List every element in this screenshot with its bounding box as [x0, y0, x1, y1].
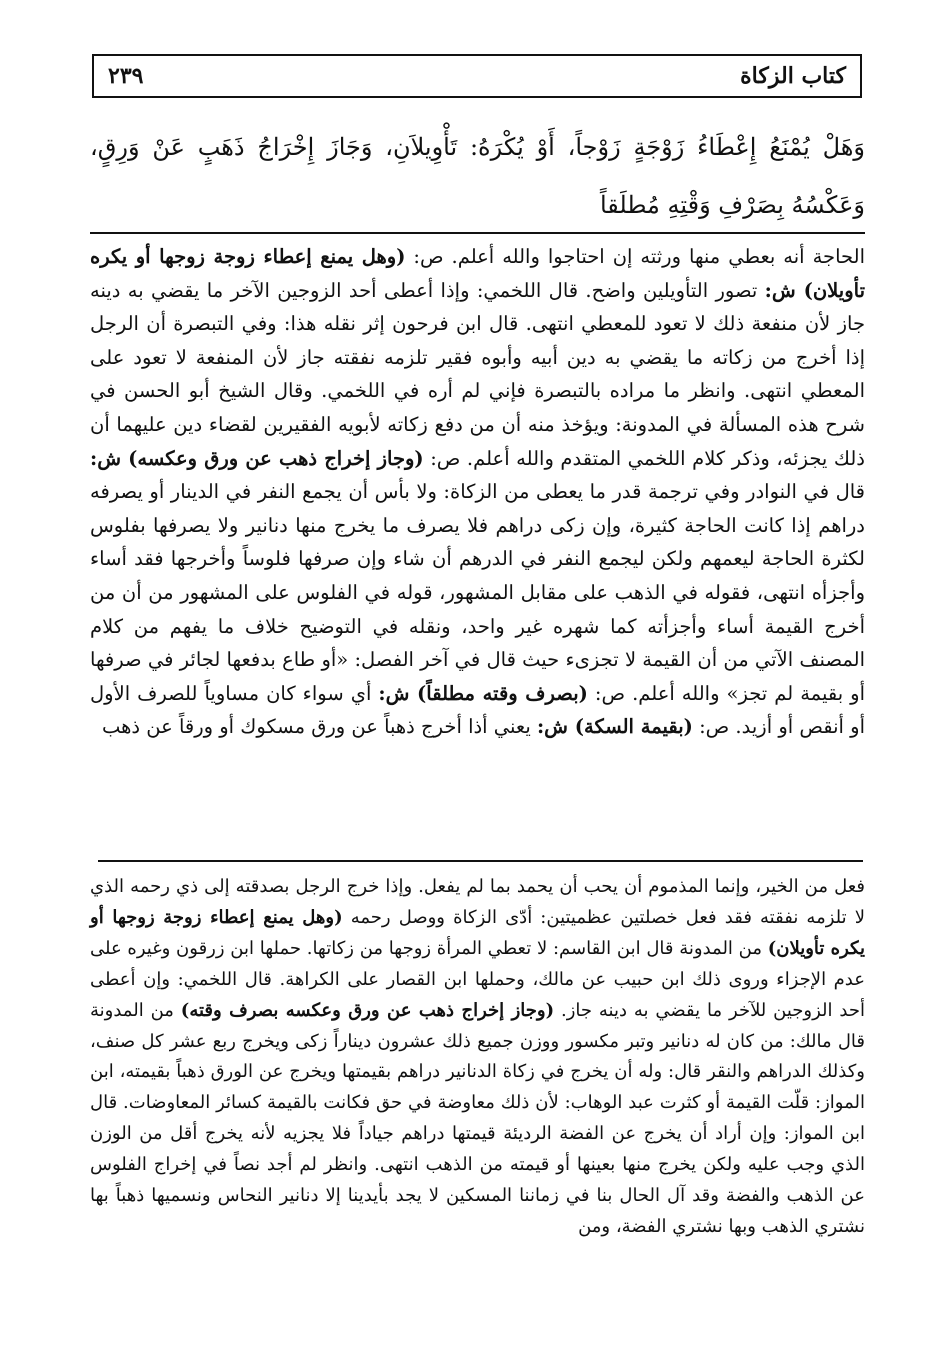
footnote — [90, 872, 865, 1243]
commentary-text: تصور التأويلين واضح. قال اللخمي: وإذا أعطى أحد الزوجين الآخر ما يقضي به دينه جاز لأن منفعة ذلك لا تعود للمعطي انتهى. قال ابن فرحون إثر نقله هذا: وفي التبصرة أن الرجل إذا أخرج من زكاته ما يقضي به دين أبيه وأبوه فقير تلزمه نفقته جاز لأن المنفعة لا تعود على المعطي انتهى. وانظر ما مراده بالتبصرة فإني لم أره في اللخمي. وقال الشيخ أبو الحسن في شرح هذه المسألة في المدونة: ويؤخذ منه أن من دفع زكاته لأبويه الفقيرين لقضاء دين عليهما أن ذلك يجزئه، وذكر كلام اللخمي المتقدم والله أعلم. ص: — [90, 278, 865, 470]
main-text-verse: وَهَلْ يُمْنَعُ إِعْطَاءُ زَوْجَةٍ زَوْجاً، أَوْ يُكْرَهُ: تَأْوِيلاَنِ، وَجَازَ إِخْرَاجُ ذَهَبٍ عَنْ وَرِقٍ، وَعَكْسُهُ بِصَرْفِ وَقْتِهِ مُطلَقاً — [90, 133, 865, 219]
chapter-title: كتاب الزكاة — [740, 63, 846, 89]
main-text — [90, 118, 865, 234]
commentary-text: يعني أذا أخرج ذهباً عن ورق مسكوك أو ورقاً عن ذهب — [101, 715, 537, 739]
page-header — [92, 54, 862, 98]
top-divider — [90, 232, 865, 234]
footnote-text: من المدونة قال ابن القاسم: لا تعطي المرأة زوجها من زكاتها. حملها ابن زرقون وغيره على عدم الإجزاء وروى ذلك ابن حبيب عن مالك، وحملها ابن القصار على الكراهة. قال اللخمي: وإن أعطى أحد الزوجين للآخر ما يقضي به دينه جاز. — [90, 937, 865, 1021]
commentary-quote: (وجاز إخراج ذهب عن ورق وعكسه) ش: — [90, 446, 424, 470]
footnote-text: فعل من الخير، وإنما المذموم أن يحب أن يحمد بما لم يفعل. وإذا خرج الرجل بصدقته إلى ذي رحمه الذي لا تلزمه نفقته فقد فعل خصلتين عظميتين: أدّى الزكاة ووصل رحمه — [90, 876, 865, 928]
commentary-text: الحاجة أنه بعطي منها ورثته إن احتاجوا والله أعلم. ص: — [405, 245, 865, 268]
footnote-quote: (وهل يمنع إعطاء زوجة زوجها أو يكره تأويلان) — [90, 906, 865, 959]
footnote-text: من المدونة قال مالك: من كان له دنانير وتبر مكسور ووزن جميع ذلك عشرون ديناراً زكى ويخرج ربع عشر كل صنف، وكذلك الدراهم والنقر قال: وله أن يخرج في زكاة الدنانير دراهم بقيمتها ويخرج عن الورق ذهباً بقيمته، ابن المواز: قلّت القيمة أو كثرت عبد الوهاب: لأن ذلك معاوضة في حق فكانت بالقيمة كسائر المعاوضات. قال ابن المواز: وإن أراد أن يخرج عن الفضة الرديئة قيمتها دراهم جياداً فلا يجزيه لأنه يخرج أقل من الوزن الذي وجب عليه ولكن يخرج منها بعينها أو قيمته من الذهب انتهى. وانظر لم أجد نصاً في إخراج الفلوس عن الذهب والفضة وقد آل الحال بنا في زماننا المسكين لا يجد بأيدينا إلا دنانير النحاس ونسميها ذهباً بها نشتري الذهب وبها نشتري الفضة، ومن — [90, 999, 865, 1237]
commentary-quote: (بصرف وقته مطلقاً) ش: — [378, 681, 588, 705]
commentary-text: أي سواء كان مساوياً للصرف الأول أو أنقص أو أزيد. ص: — [90, 681, 865, 739]
footnote-paragraph — [90, 872, 865, 1243]
commentary-text: قال في النوادر وفي ترجمة قدر ما يعطى من الزكاة: ولا بأس أن يجمع النفر في الدينار أو يصرفه دراهم إذا كانت الحاجة كثيرة، وإن زكى دراهم فلا يصرف ما يخرج منها دنانير ولا يصرفها بفلوس لكثرة الحاجة ليعمهم ولكن ليجمع النفر في الدرهم أن شاء وإن صرفها فلوساً وأخرجها فقد أساء وأجزأه انتهى، فقوله في الذهب على مقابل المشهور، قوله في الفلوس على المشهور من أن من أخرج القيمة أساء وأجزأته كما شهره غير واحد، ونقله في التوضيح خلاف ما يفهم من كلام المصنف الآتي من أن القيمة لا تجزىء حيث قال في آخر الفصل: «أو طاع بدفعها لجائر في صرفها أو بقيمة لم تجز» والله أعلم. ص: — [90, 480, 865, 705]
footnote-divider — [98, 860, 863, 862]
page-number: ٢٣٩ — [108, 63, 144, 89]
commentary-quote: (وهل يمنع إعطاء زوجة زوجها أو يكره تأويلان) ش: — [90, 245, 865, 302]
footnote-quote: (وجاز إخراج ذهب عن ورق وعكسه بصرف وقته) — [180, 999, 555, 1021]
commentary — [90, 240, 865, 744]
commentary-paragraph — [90, 240, 865, 744]
commentary-quote: (بقيمة السكة) ش: — [536, 715, 693, 739]
